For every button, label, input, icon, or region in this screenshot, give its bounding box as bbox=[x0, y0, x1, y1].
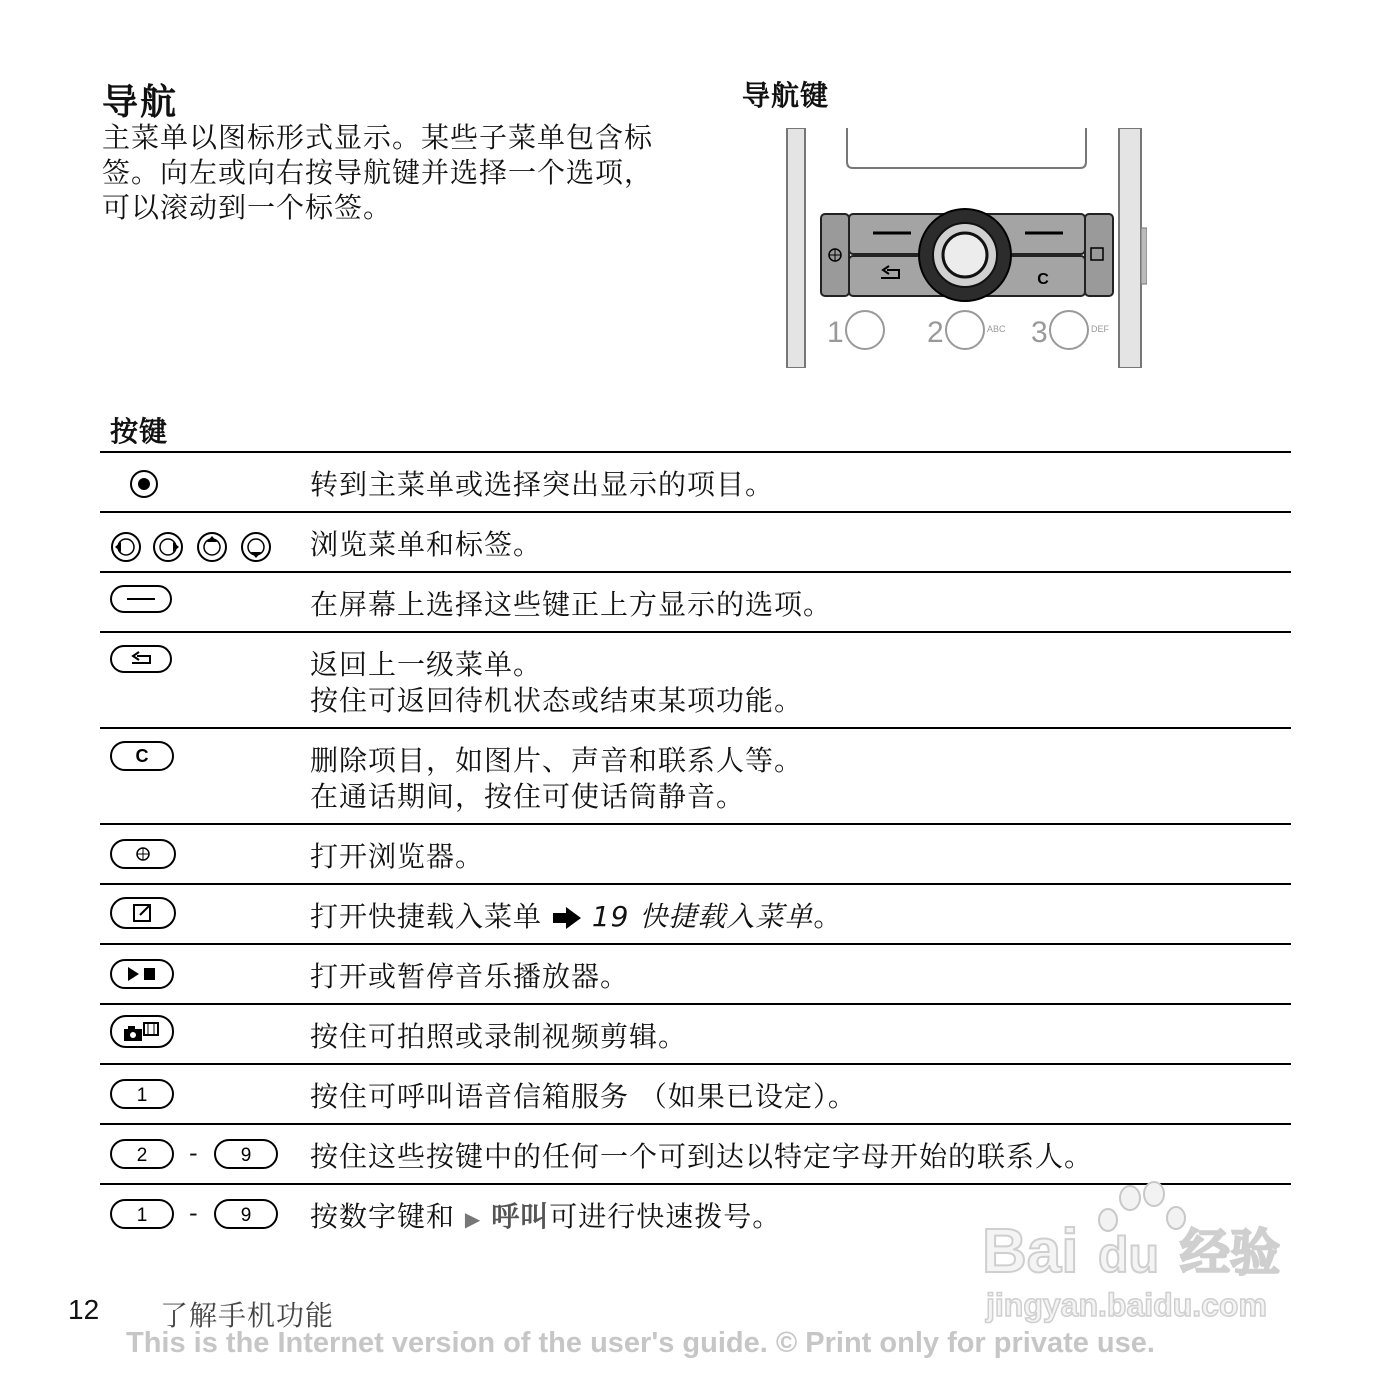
key-row bbox=[100, 1125, 1291, 1185]
key-description: 在屏幕上选择这些键正上方显示的选项。 bbox=[310, 588, 833, 621]
key-row bbox=[100, 945, 1291, 1005]
select-key-icon bbox=[129, 469, 159, 499]
navigation-title: 导航 bbox=[102, 82, 179, 123]
back-key-icon bbox=[110, 645, 174, 673]
reference-title-link[interactable]: 快捷载入菜单 bbox=[639, 900, 814, 933]
clear-key-icon bbox=[110, 741, 174, 771]
play-arrow-icon: ▶ bbox=[464, 1207, 482, 1231]
key-2-icon bbox=[110, 1139, 174, 1169]
range-start-label: 1 bbox=[136, 1205, 148, 1226]
range-end-label: 9 bbox=[240, 1145, 252, 1166]
key-row bbox=[100, 1005, 1291, 1065]
play-pause-key-icon bbox=[110, 959, 176, 989]
key-description: 按住这些按键中的任何一个可到达以特定字母开始的联系人。 bbox=[310, 1140, 1094, 1173]
range-dash: - bbox=[189, 1139, 198, 1167]
key-row bbox=[100, 513, 1291, 573]
phone-clear-key-label: C bbox=[1037, 271, 1049, 288]
speed-dial-keys-icon bbox=[100, 1185, 310, 1245]
watermark-jingyan: 经验 bbox=[1180, 1224, 1280, 1282]
key-row bbox=[100, 1065, 1291, 1125]
key-description: 转到主菜单或选择突出显示的项目。 bbox=[310, 468, 775, 501]
key-description: 打开浏览器。 bbox=[310, 840, 485, 873]
keys-title: 按键 bbox=[110, 415, 169, 448]
range-dash: - bbox=[189, 1199, 198, 1227]
navigation-direction-icons bbox=[100, 513, 310, 571]
phone-key-2: 2 bbox=[927, 316, 944, 349]
shortcut-key-icon bbox=[110, 897, 178, 929]
reference-end: 。 bbox=[813, 900, 843, 933]
key-row bbox=[100, 453, 1291, 513]
key-description: 返回上一级菜单。 bbox=[310, 648, 543, 681]
watermark-brand-suffix: du bbox=[1098, 1227, 1160, 1283]
speed-dial-text: 按数字键和 bbox=[310, 1200, 456, 1233]
voicemail-key-icon bbox=[110, 1079, 174, 1109]
key-description: 按住可呼叫语音信箱服务 （如果已设定）。 bbox=[310, 1080, 857, 1113]
key-row bbox=[100, 633, 1291, 729]
keys-table bbox=[100, 451, 1291, 1245]
key-row bbox=[100, 729, 1291, 825]
key-description: 按住可返回待机状态或结束某项功能。 bbox=[310, 684, 804, 717]
phone-key-3: 3 bbox=[1031, 316, 1048, 349]
key-description: 浏览菜单和标签。 bbox=[310, 528, 543, 561]
watermark-brand: Bai bbox=[982, 1217, 1079, 1286]
key-row bbox=[100, 573, 1291, 633]
range-end-label: 9 bbox=[240, 1205, 252, 1226]
baidu-jingyan-watermark bbox=[982, 1180, 1302, 1330]
nav-down-icon bbox=[240, 531, 272, 563]
nav-keys-title: 导航键 bbox=[742, 79, 830, 112]
phone-key-3-letters: DEF bbox=[1091, 324, 1109, 334]
internet-key-icon bbox=[110, 839, 178, 869]
print-notice: This is the Internet version of the user's guide. © Print only for private use. bbox=[126, 1327, 1155, 1359]
speed-dial-text-end: 可进行快速拨号。 bbox=[549, 1200, 782, 1233]
camera-key-icon bbox=[110, 1015, 176, 1049]
page-number: 12 bbox=[68, 1294, 100, 1325]
phone-navigation-key-illustration bbox=[785, 128, 1147, 368]
phone-key-2-letters: ABC bbox=[987, 324, 1006, 334]
navigation-description: 主菜单以图标形式显示。某些子菜单包含标签。向左或向右按导航键并选择一个选项，可以滚动到一个标签。 bbox=[102, 121, 654, 224]
nav-left-icon bbox=[110, 531, 142, 563]
call-label: 呼叫 bbox=[491, 1200, 550, 1233]
key-description: 按住可拍照或录制视频剪辑。 bbox=[310, 1020, 688, 1053]
shortcut-text: 打开快捷载入菜单 bbox=[310, 900, 543, 933]
key-description: 打开或暂停音乐播放器。 bbox=[310, 960, 630, 993]
key-9-icon bbox=[214, 1199, 278, 1229]
nav-right-icon bbox=[152, 531, 184, 563]
phone-key-1: 1 bbox=[827, 316, 844, 349]
section-title: 了解手机功能 bbox=[160, 1299, 335, 1332]
key-9-icon bbox=[214, 1139, 278, 1169]
watermark-url: jingyan.baidu.com bbox=[986, 1287, 1267, 1323]
key-row bbox=[100, 885, 1291, 945]
nav-up-icon bbox=[196, 531, 228, 563]
key-row bbox=[100, 825, 1291, 885]
key-description: 在通话期间，按住可使话筒静音。 bbox=[310, 780, 746, 813]
clear-key-label: C bbox=[135, 746, 149, 766]
key-1-icon bbox=[110, 1199, 174, 1229]
voicemail-key-label: 1 bbox=[136, 1085, 148, 1106]
range-start-label: 2 bbox=[136, 1145, 148, 1166]
number-keys-icon bbox=[100, 1125, 310, 1183]
key-description: 删除项目，如图片、声音和联系人等。 bbox=[310, 744, 804, 777]
reference-page-link[interactable]: 19 bbox=[591, 900, 630, 933]
reference-arrow-icon bbox=[552, 907, 582, 929]
key-description bbox=[310, 899, 1291, 935]
selection-key-icon bbox=[110, 585, 174, 613]
